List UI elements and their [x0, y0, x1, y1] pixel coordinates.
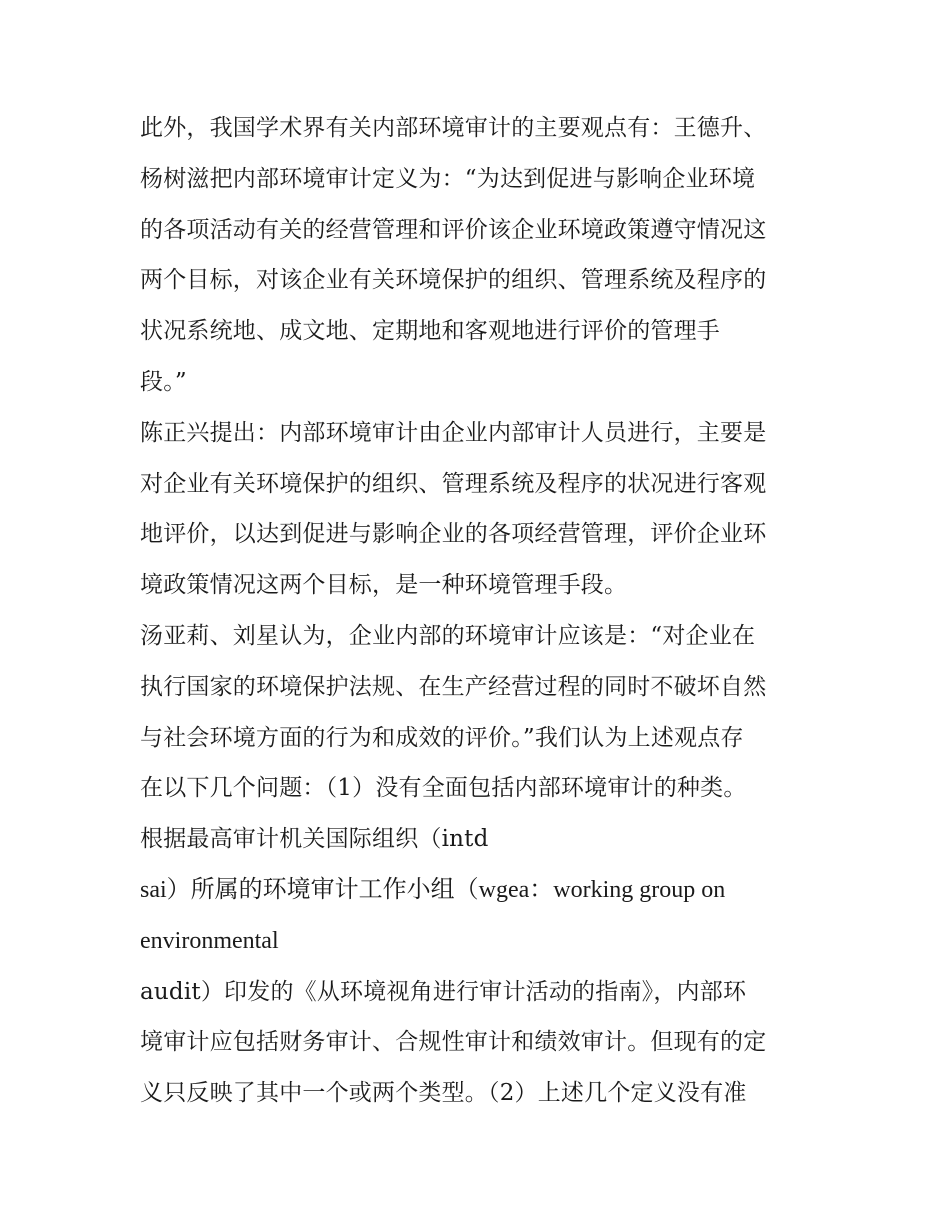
text-line: 义只反映了其中一个或两个类型。（2）上述几个定义没有准: [140, 1080, 747, 1107]
text-line: 根据最高审计机关国际组织（intd: [140, 826, 489, 853]
text-line: 两个目标，对该企业有关环境保护的组织、管理系统及程序的: [140, 267, 767, 294]
text-line: environmental: [140, 927, 279, 954]
text-line: 地评价，以达到促进与影响企业的各项经营管理，评价企业环: [140, 521, 767, 548]
text-line: 的各项活动有关的经营管理和评价该企业环境政策遵守情况这: [140, 216, 767, 243]
text-line: 汤亚莉、刘星认为，企业内部的环境审计应该是：“对企业在: [140, 622, 756, 649]
text-line: 对企业有关环境保护的组织、管理系统及程序的状况进行客观: [140, 470, 767, 497]
text-line: 状况系统地、成文地、定期地和客观地进行评价的管理手: [140, 318, 720, 345]
text-line: audit）印发的《从环境视角进行审计活动的指南》，内部环: [140, 978, 747, 1005]
text-line: 执行国家的环境保护法规、在生产经营过程的同时不破坏自然: [140, 673, 767, 700]
text-line: sai）所属的环境审计工作小组（wgea：working group on: [140, 876, 726, 903]
text-line: 与社会环境方面的行为和成效的评价。”我们认为上述观点存: [140, 724, 744, 751]
text-line: 陈正兴提出：内部环境审计由企业内部审计人员进行，主要是: [140, 419, 767, 446]
text-line: 段。”: [140, 368, 187, 395]
text-line: 在以下几个问题：（1）没有全面包括内部环境审计的种类。: [140, 775, 747, 802]
text-line: 境政策情况这两个目标，是一种环境管理手段。: [140, 572, 628, 599]
text-line: 境审计应包括财务审计、合规性审计和绩效审计。但现有的定: [140, 1029, 767, 1056]
document-body: [140, 103, 820, 1119]
text-line: 杨树滋把内部环境审计定义为：“为达到促进与影响企业环境: [140, 165, 756, 192]
text-line: 此外，我国学术界有关内部环境审计的主要观点有：王德升、: [140, 115, 767, 141]
